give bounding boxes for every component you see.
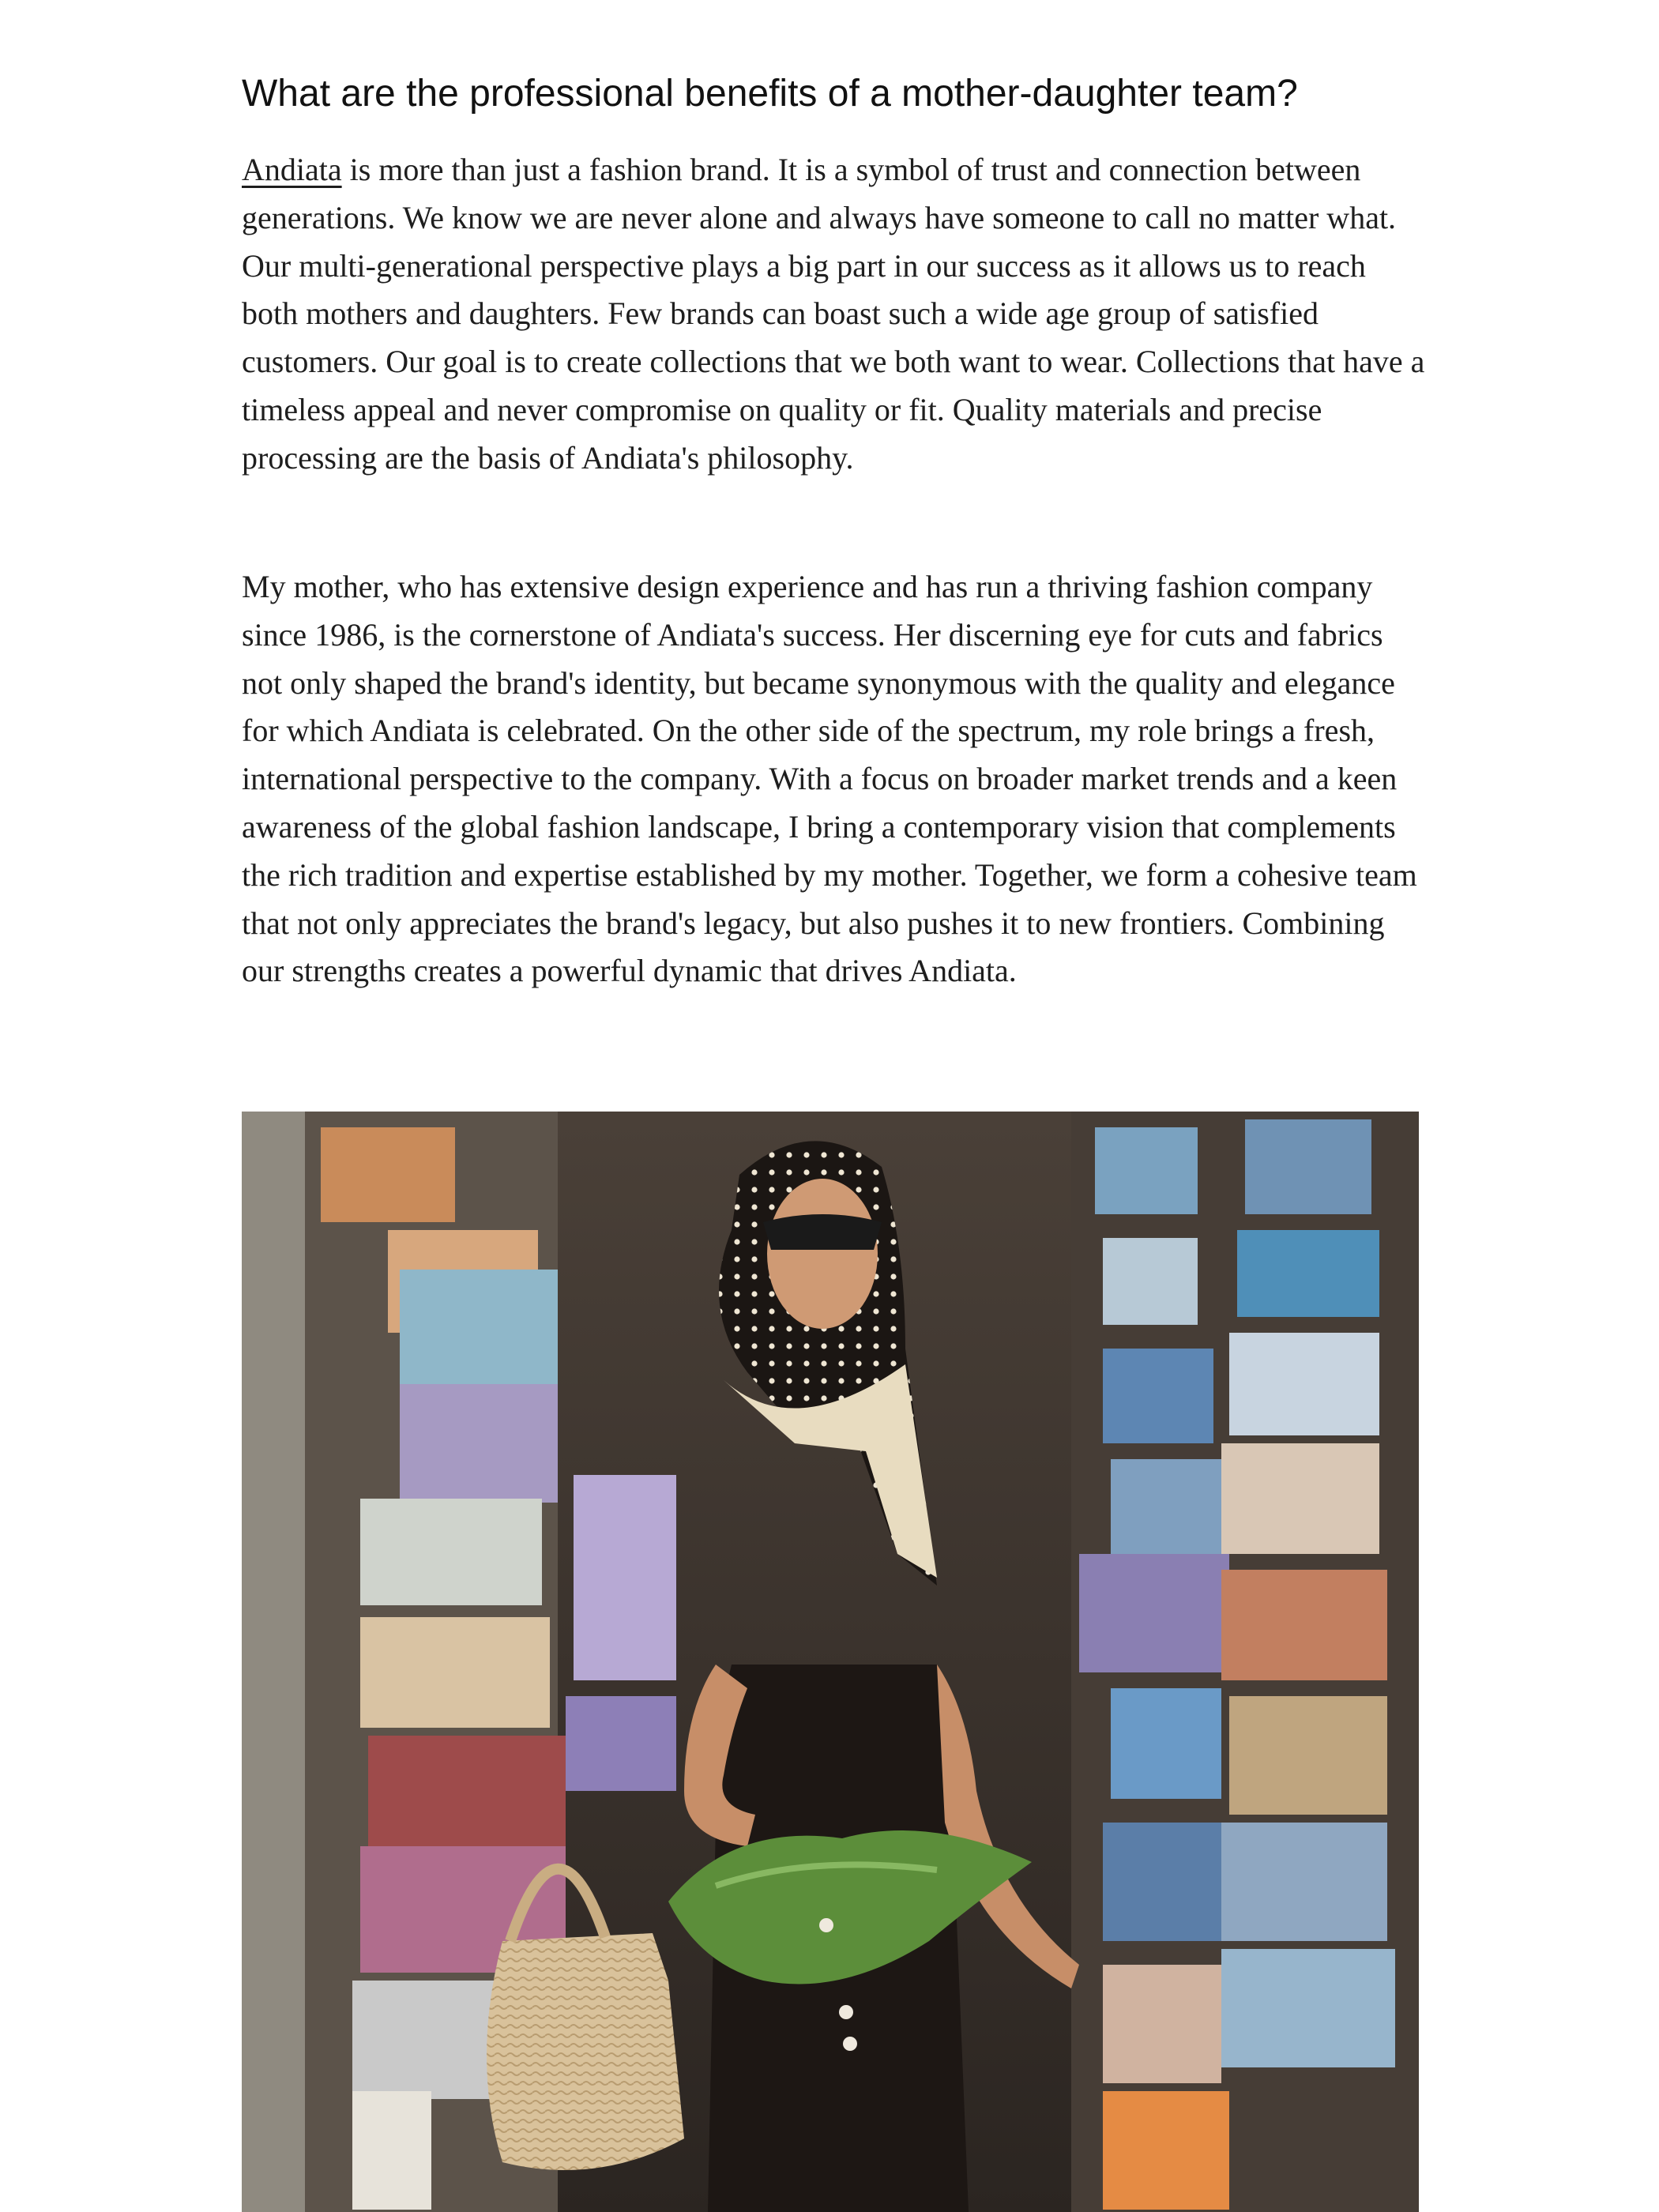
woman-with-basket-photo xyxy=(242,1112,1419,2212)
paragraph-intro xyxy=(242,146,1427,483)
article-heading: What are the professional benefits of a mother-daughter team? xyxy=(242,73,1298,115)
paragraph-intro-text: is more than just a fashion brand. It is a symbol of trust and connection between generations. We know we are never alone and always have someone to call no matter what. Our multi-generational perspective plays a big part in our success as it allows us to reach both mothers and daughters. Few brands can boast such a wide age group of satisfied customers. Our goal is to create collections that we both want to wear. Collections that have a timeless appeal and never compromise on quality or fit. Quality materials and precise processing are the basis of Andiata's philosophy. xyxy=(242,152,1425,476)
paragraph-founders: My mother, who has extensive design experience and has run a thriving fashion company since 1986, is the cornerstone of Andiata's success. Her discerning eye for cuts and fabrics not only shaped the brand's identity, but became synonymous with the quality and elegance for which Andiata is celebrated. On the other side of the spectrum, my role brings a fresh, international perspective to the company. With a focus on broader market trends and a keen awareness of the global fashion landscape, I bring a contemporary vision that complements the rich tradition and expertise established by my mother. Together, we form a cohesive team that not only appreciates the brand's legacy, but also pushes it to new frontiers. Combining our strengths creates a powerful dynamic that drives Andiata. xyxy=(242,569,1417,989)
article-photo xyxy=(242,1112,1419,2212)
andiata-link[interactable]: Andiata xyxy=(242,152,342,187)
